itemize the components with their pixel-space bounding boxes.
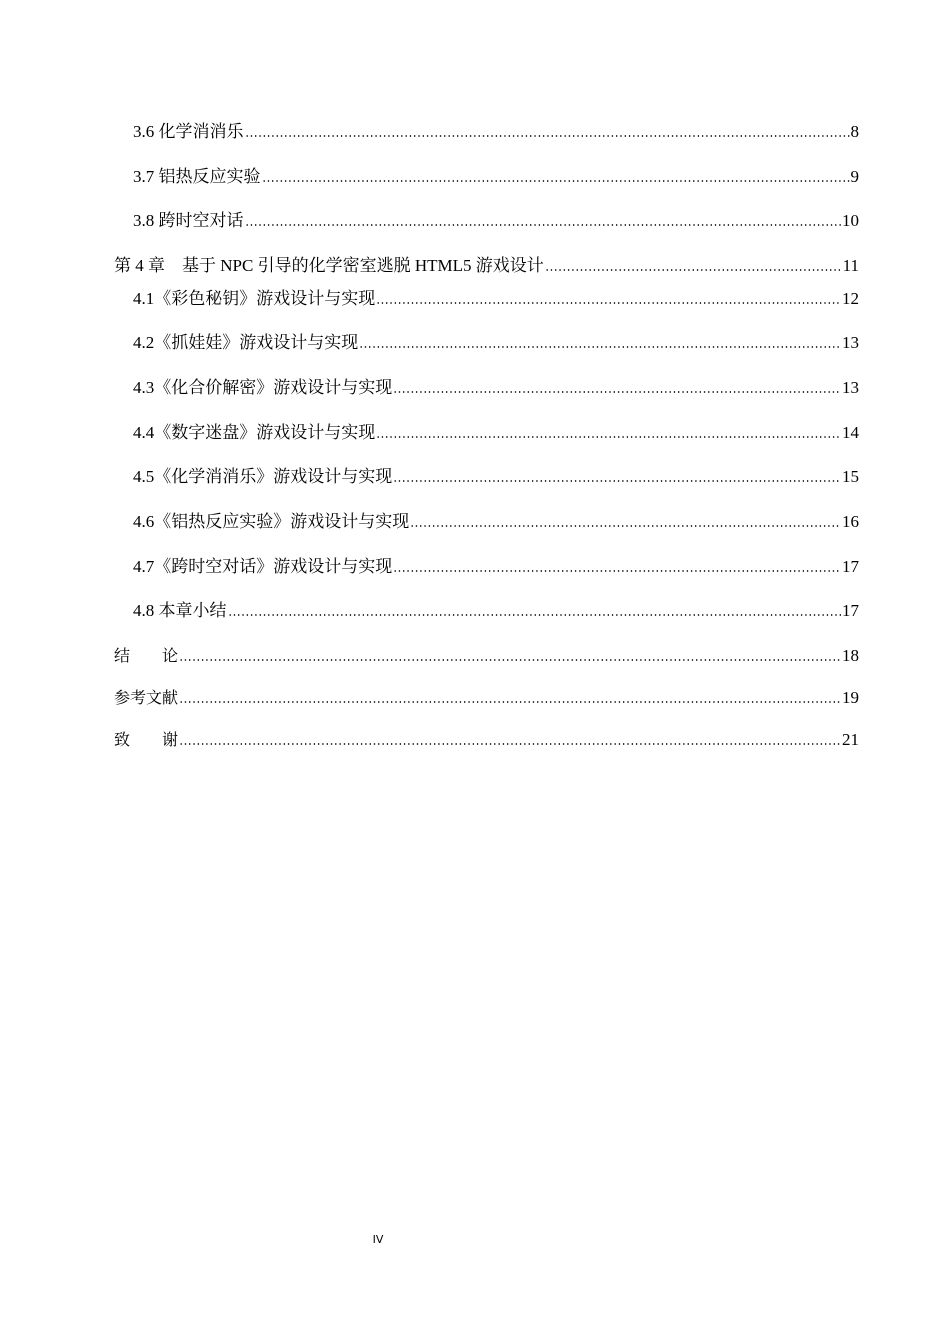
toc-page-number: 11 bbox=[842, 256, 859, 275]
toc-page-number: 15 bbox=[842, 467, 859, 486]
page-number-footer: IV bbox=[372, 1233, 384, 1246]
toc-dot-leader bbox=[393, 569, 841, 573]
toc-dot-leader bbox=[179, 658, 841, 662]
toc-entry-label: 致 谢 bbox=[114, 730, 179, 749]
toc-entry-label: 3.8 跨时空对话 bbox=[133, 211, 244, 230]
toc-entry-label: 参考文献 bbox=[114, 688, 179, 707]
toc-entry-label: 4.2《抓娃娃》游戏设计与实现 bbox=[133, 333, 359, 352]
toc-page-number: 12 bbox=[842, 289, 859, 308]
toc-entry-4-5[interactable] bbox=[133, 465, 859, 489]
toc-dot-leader bbox=[376, 435, 841, 439]
toc-entry-3-6[interactable] bbox=[133, 120, 859, 144]
toc-entry-4-4[interactable] bbox=[133, 421, 859, 445]
toc-page-number: 14 bbox=[842, 423, 859, 442]
toc-entry-label: 3.6 化学消消乐 bbox=[133, 122, 244, 141]
toc-entry-conclusion[interactable] bbox=[114, 644, 859, 668]
toc-entry-label: 3.7 铝热反应实验 bbox=[133, 167, 261, 186]
toc-page-number: 10 bbox=[842, 211, 859, 230]
toc-dot-leader bbox=[245, 223, 842, 227]
toc-dot-leader bbox=[393, 479, 841, 483]
toc-page-number: 16 bbox=[842, 512, 859, 531]
toc-entry-label: 4.7《跨时空对话》游戏设计与实现 bbox=[133, 557, 393, 576]
toc-entry-label: 结 论 bbox=[114, 646, 179, 665]
toc-page-number: 19 bbox=[842, 688, 859, 707]
toc-dot-leader bbox=[179, 742, 841, 746]
toc-dot-leader bbox=[262, 179, 850, 183]
toc-entry-4-2[interactable] bbox=[133, 331, 859, 355]
toc-dot-leader bbox=[228, 613, 842, 617]
toc-dot-leader bbox=[179, 700, 841, 704]
toc-page-number: 9 bbox=[850, 167, 859, 186]
toc-entry-label: 4.6《铝热反应实验》游戏设计与实现 bbox=[133, 512, 410, 531]
toc-page-number: 13 bbox=[842, 378, 859, 397]
toc-entry-references[interactable] bbox=[114, 686, 859, 710]
toc-entry-chapter-4[interactable] bbox=[114, 254, 859, 278]
toc-entry-4-6[interactable] bbox=[133, 510, 859, 534]
toc-page-number: 13 bbox=[842, 333, 859, 352]
toc-page-number: 8 bbox=[850, 122, 859, 141]
toc-entry-4-7[interactable] bbox=[133, 555, 859, 579]
toc-entry-3-8[interactable] bbox=[133, 209, 859, 233]
toc-entry-label: 4.1《彩色秘钥》游戏设计与实现 bbox=[133, 289, 376, 308]
toc-entry-3-7[interactable] bbox=[133, 165, 859, 189]
toc-entry-label: 4.4《数字迷盘》游戏设计与实现 bbox=[133, 423, 376, 442]
toc-entry-label: 4.3《化合价解密》游戏设计与实现 bbox=[133, 378, 393, 397]
toc-dot-leader bbox=[393, 390, 841, 394]
toc-dot-leader bbox=[410, 524, 841, 528]
toc-dot-leader bbox=[245, 134, 850, 138]
toc-entry-4-1[interactable] bbox=[133, 287, 859, 311]
toc-entry-4-3[interactable] bbox=[133, 376, 859, 400]
toc-entry-acknowledgements[interactable] bbox=[114, 728, 859, 752]
toc-dot-leader bbox=[545, 268, 842, 272]
toc-page-number: 17 bbox=[842, 557, 859, 576]
toc-entry-label: 4.8 本章小结 bbox=[133, 601, 227, 620]
toc-page-number: 17 bbox=[842, 601, 859, 620]
toc-page-number: 18 bbox=[842, 646, 859, 665]
toc-entry-label: 4.5《化学消消乐》游戏设计与实现 bbox=[133, 467, 393, 486]
toc-entry-label: 第 4 章 基于 NPC 引导的化学密室逃脱 HTML5 游戏设计 bbox=[114, 256, 544, 275]
toc-page-number: 21 bbox=[842, 730, 859, 749]
toc-dot-leader bbox=[376, 301, 841, 305]
toc-entry-4-8[interactable] bbox=[133, 599, 859, 623]
toc-dot-leader bbox=[359, 345, 841, 349]
